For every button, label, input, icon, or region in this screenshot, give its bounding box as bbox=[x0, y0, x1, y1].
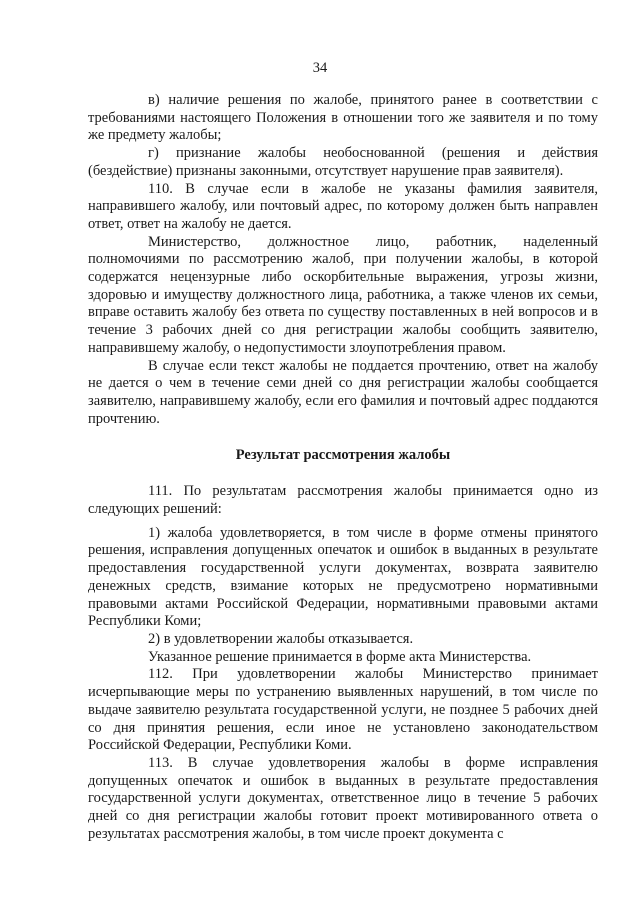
paragraph-decision-form: Указанное решение принимается в форме акта Министерства. bbox=[148, 648, 532, 665]
page-number: 34 bbox=[312, 60, 328, 76]
paragraph-ministry: Министерство, должностное лицо, работник, наделенный полномочиями по рассмотрению жалоб, при получении жалобы, в которой содержатся нецензурные либо оскорбительные выражения, угрозы жизни, здоровью и имуществу должностного лица, работника, а также членов их семьи, вправе оставить жалобу без ответа по существу поставленных в ней вопросов и в течение 3 рабочих дней со дня регистрации жалобы сообщить заявителю, направившему жалобу, о недопустимости злоупотребления правом. bbox=[88, 233, 598, 356]
paragraph-111-1: 1) жалоба удовлетворяется, в том числе в форме отмены принятого решения, исправления допущенных опечаток и ошибок в выданных в результате предоставления государственной услуги документах, возврата заявителю денежных средств, взимание которых не предусмотрено нормативными правовыми актами Российской Федерации, нормативными правовыми актами Республики Коми; bbox=[88, 524, 598, 630]
paragraph-113: 113. В случае удовлетворения жалобы в форме исправления допущенных опечаток и ошибок в выданных в результате предоставления государственной услуги документах, ответственное лицо в течение 5 рабочих дней со дня регистрации жалобы готовит проект мотивированного ответа о результатах рассмотрения жалобы, в том числе проект документа с bbox=[88, 754, 598, 842]
paragraph-110: 110. В случае если в жалобе не указаны фамилия заявителя, направившего жалобу, или почтовый адрес, по которому должен быть направлен ответ, ответ на жалобу не дается. bbox=[88, 180, 598, 232]
paragraph-unreadable: В случае если текст жалобы не поддается прочтению, ответ на жалобу не дается о чем в течение семи дней со дня регистрации жалобы сообщается заявителю, направившему жалобу, если его фамилия и почтовый адрес поддаются прочтению. bbox=[88, 357, 598, 427]
section-heading: Результат рассмотрения жалобы bbox=[235, 447, 451, 464]
paragraph-112: 112. При удовлетворении жалобы Министерство принимает исчерпывающие меры по устранению выявленных нарушений, в том числе по выдаче заявителю результата государственной услуги, не позднее 5 рабочих дней со дня принятия решения, если иное не установлено законодательством Российской Федерации, Республики Коми. bbox=[88, 666, 598, 754]
paragraph-111-2: 2) в удовлетворении жалобы отказывается. bbox=[148, 630, 414, 647]
paragraph-111: 111. По результатам рассмотрения жалобы принимается одно из следующих решений: bbox=[88, 483, 598, 518]
paragraph-g: г) признание жалобы необоснованной (решения и действия (бездействие) признаны законными, отсутствует нарушение прав заявителя). bbox=[88, 145, 598, 179]
paragraph-v: в) наличие решения по жалобе, принятого ранее в соответствии с требованиями настоящего Положения в отношении того же заявителя и по тому же предмету жалобы; bbox=[88, 92, 598, 144]
document-body bbox=[88, 92, 598, 843]
